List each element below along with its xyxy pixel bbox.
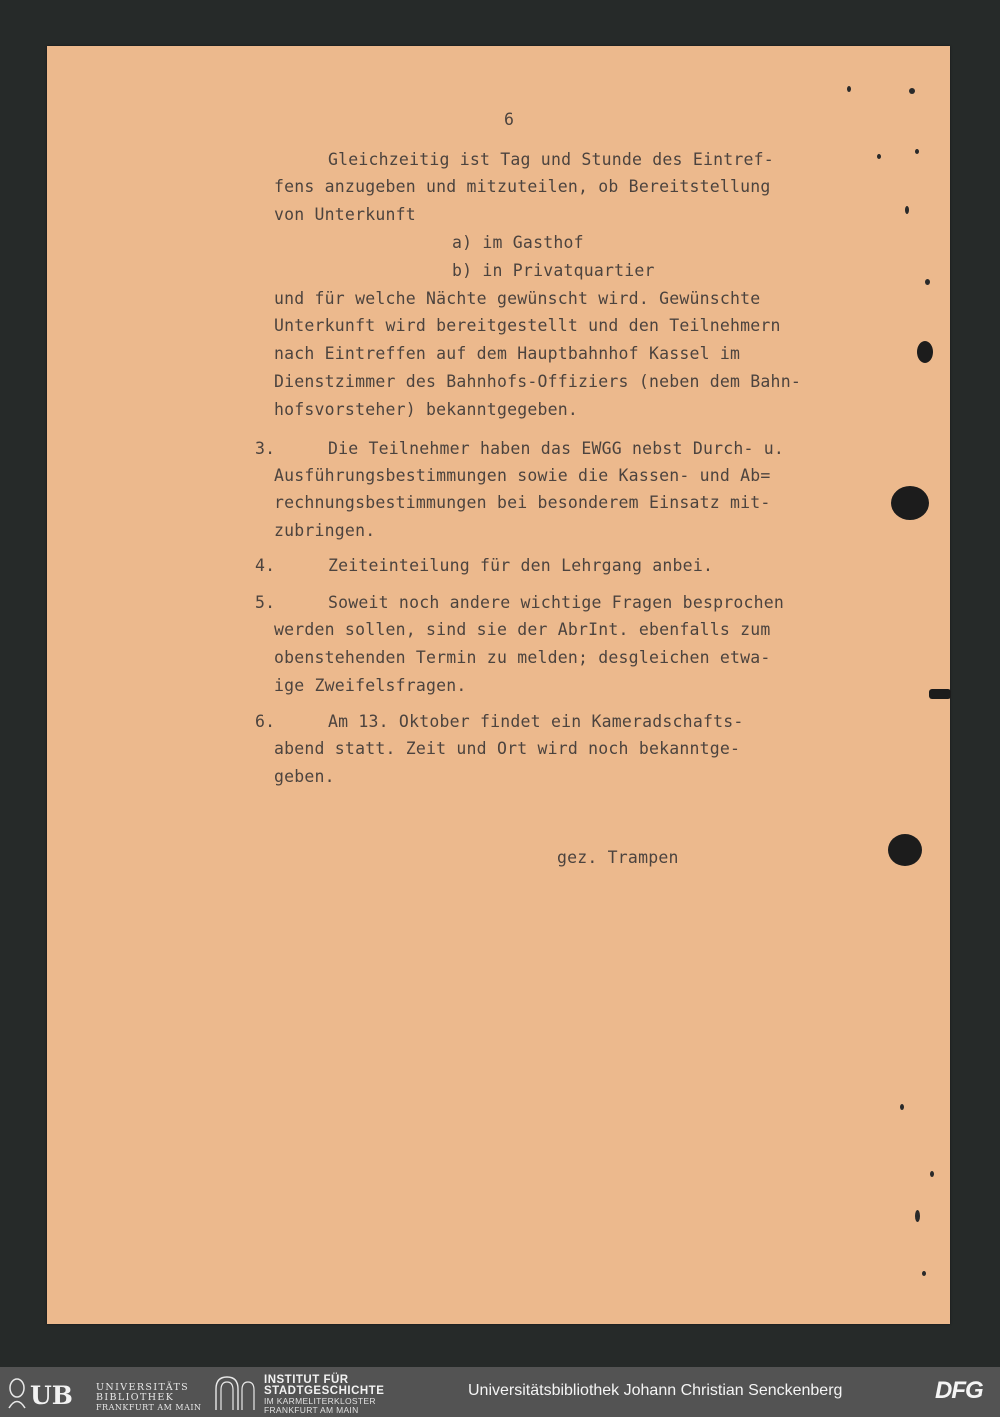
footer-bar [0,1367,1000,1417]
paper-speck [915,149,919,154]
item-number: 4. [255,556,276,575]
ub-logo-text [96,1383,202,1413]
text-line: zubringen. [274,521,376,540]
text-line: Ausführungsbestimmungen sowie die Kassen- und Ab= [274,466,771,485]
option-a: a) im Gasthof [452,233,584,252]
text-line: von Unterkunft [274,205,416,224]
text-line: abend statt. Zeit und Ort wird noch bekanntge- [274,739,741,758]
text-line: Zeiteinteilung für den Lehrgang anbei. [328,556,714,575]
text-line: obenstehenden Termin zu melden; desgleichen etwa- [274,648,771,667]
text-line: Die Teilnehmer haben das EWGG nebst Durch- u. [328,439,785,458]
text-line: Dienstzimmer des Bahnhofs-Offiziers (neben dem Bahn- [274,372,801,391]
paper-mark [917,341,933,363]
ifs-logo[interactable] [214,1375,414,1413]
text-line: hofsvorsteher) bekanntgegeben. [274,400,579,419]
signature-line: gez. Trampen [557,848,679,867]
paper-mark [929,689,951,699]
text-line: und für welche Nächte gewünscht wird. Gewünschte [274,289,761,308]
punch-hole [891,486,929,520]
text-line: Soweit noch andere wichtige Fragen besprochen [328,593,785,612]
ifs-logo-text [264,1375,384,1414]
ub-line: UNIVERSITÄTS [96,1382,190,1393]
paper-speck [905,206,909,214]
punch-hole [888,834,922,866]
text-line: Am 13. Oktober findet ein Kameradschafts- [328,712,744,731]
text-line: Gleichzeitig ist Tag und Stunde des Eintref- [328,150,774,169]
library-name[interactable]: Universitätsbibliothek Johann Christian Senckenberg [468,1382,843,1399]
text-line: Unterkunft wird bereitgestellt und den Teilnehmern [274,316,781,335]
text-line: fens anzugeben und mitzuteilen, ob Bereitstellung [274,177,771,196]
paper-speck [930,1171,934,1177]
item-number: 3. [255,439,276,458]
ub-line: BIBLIOTHEK [96,1392,175,1403]
paper-speck [909,88,915,94]
ifs-line: STADTGESCHICHTE [264,1385,385,1397]
paper-speck [925,279,930,285]
ub-logo[interactable] [6,1375,202,1411]
dfg-logo[interactable]: DFG [935,1377,983,1404]
arches-icon [214,1375,256,1411]
page-number: 6 [504,110,515,129]
goethe-portrait-icon [6,1375,28,1409]
paper-speck [900,1104,904,1110]
item-number: 6. [255,712,276,731]
text-line: geben. [274,767,335,786]
ub-line: FRANKFURT AM MAIN [96,1403,202,1412]
ifs-line: IM KARMELITERKLOSTER [264,1396,376,1406]
text-line: ige Zweifelsfragen. [274,676,467,695]
paper-speck [847,86,851,92]
text-line: rechnungsbestimmungen bei besonderem Einsatz mit- [274,493,771,512]
ifs-line: INSTITUT FÜR [264,1374,349,1386]
paper-speck [922,1271,926,1276]
option-b: b) in Privatquartier [452,261,655,280]
paper-speck [877,154,881,159]
ifs-line: FRANKFURT AM MAIN [264,1404,359,1415]
text-line: werden sollen, sind sie der AbrInt. ebenfalls zum [274,620,771,639]
document-page [47,46,950,1324]
item-number: 5. [255,593,276,612]
paper-speck [915,1210,920,1222]
ub-logo-letters: UB [30,1381,73,1410]
text-line: nach Eintreffen auf dem Hauptbahnhof Kassel im [274,344,741,363]
